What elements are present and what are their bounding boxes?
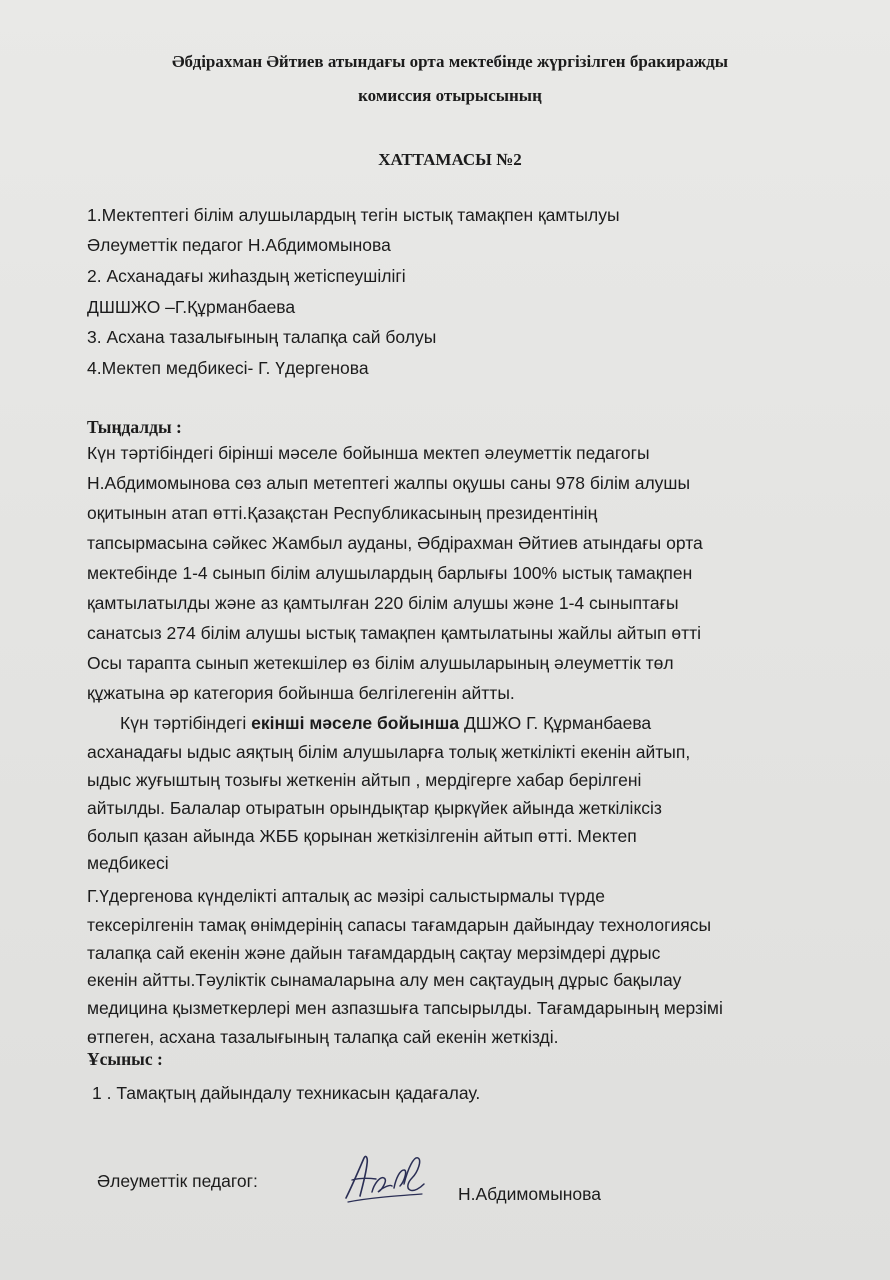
body-line: асханадағы ыдыс аяқтың білім алушыларға толық жеткілікті екенін айтып, bbox=[87, 742, 691, 762]
body-line: медбикесі bbox=[87, 853, 169, 873]
agenda-item-1-speaker: Әлеуметтік педагог Н.Абдимомынова bbox=[87, 235, 391, 255]
handwritten-signature bbox=[338, 1148, 428, 1208]
second-issue-prefix: Күн тәртібіндегі bbox=[120, 713, 252, 733]
signature-label: Әлеуметтік педагог: bbox=[97, 1171, 258, 1191]
body-line: тексерілгенін тамақ өнімдерінің сапасы тағамдарын дайындау технологиясы bbox=[87, 915, 712, 935]
body-line: санатсыз 274 білім алушы ыстық тамақпен қамтылатыны жайлы айтып өтті bbox=[87, 623, 702, 643]
agenda-item-1: 1.Мектептегі білім алушылардың тегін ыстық тамақпен қамтылуы bbox=[87, 205, 620, 225]
second-issue-line bbox=[120, 710, 651, 736]
body-line: болып қазан айында ЖББ қорынан жеткізілгенін айтып өтті. Мектеп bbox=[87, 826, 637, 846]
body-line: айтылды. Балалар отыратын орындықтар қыркүйек айында жеткіліксіз bbox=[87, 798, 662, 818]
body-line: өтпеген, асхана тазалығының талапқа сай екенін жеткізді. bbox=[87, 1027, 559, 1047]
body-line: талапқа сай екенін және дайын тағамдардың сақтау мерзімдері дұрыс bbox=[87, 943, 661, 963]
body-line: ыдыс жуғыштың тозығы жеткенін айтып , мердігерге хабар берілгені bbox=[87, 770, 642, 790]
signature-name: Н.Абдимомынова bbox=[458, 1184, 601, 1204]
agenda-item-2: 2. Асханадағы жиһаздың жетіспеушілігі bbox=[87, 266, 406, 286]
protocol-heading: ХАТТАМАСЫ №2 bbox=[378, 150, 522, 169]
body-line: Г.Үдергенова күнделікті апталық ас мәзірі салыстырмалы түрде bbox=[87, 886, 605, 906]
document-title-line2: комиссия отырысының bbox=[358, 86, 542, 105]
agenda-item-3: 3. Асхана тазалығының талапқа сай болуы bbox=[87, 327, 437, 347]
body-line: оқитынын атап өтті.Қазақстан Республикасының президентінің bbox=[87, 503, 598, 523]
body-line: медицина қызметкерлері мен азпазшыға тапсырылды. Тағамдарының мерзімі bbox=[87, 998, 723, 1018]
body-line: мектебінде 1-4 сынып білім алушылардың барлығы 100% ыстық тамақпен bbox=[87, 563, 693, 583]
agenda-item-4: 4.Мектеп медбикесі- Г. Үдергенова bbox=[87, 358, 369, 378]
proposal-item: 1 . Тамақтың дайындалу техникасын қадағалау. bbox=[92, 1083, 481, 1103]
body-line: қамтылатылды және аз қамтылған 220 білім алушы және 1-4 сыныптағы bbox=[87, 593, 679, 613]
second-issue-bold: екінші мәселе бойынша bbox=[251, 713, 460, 733]
document-title-line1: Әбдірахман Әйтиев атындағы орта мектебінде жүргізілген бракиражды bbox=[171, 52, 729, 71]
body-line: Осы тарапта сынып жетекшілер өз білім алушыларының әлеуметтік төл bbox=[87, 653, 674, 673]
body-line: екенін айтты.Тәуліктік сынамаларына алу мен сақтаудың дұрыс бақылау bbox=[87, 970, 682, 990]
listened-label: Тыңдалды : bbox=[87, 417, 182, 437]
body-line: құжатына әр категория бойынша белгілегенін айтты. bbox=[87, 683, 515, 703]
second-issue-suffix: ДШЖО Г. Құрманбаева bbox=[459, 713, 652, 733]
body-line: Күн тәртібіндегі бірінші мәселе бойынша мектеп әлеуметтік педагогы bbox=[87, 443, 650, 463]
agenda-item-2-speaker: ДШШЖО –Г.Құрманбаева bbox=[87, 297, 296, 317]
body-line: тапсырмасына сәйкес Жамбыл ауданы, Әбдірахман Әйтиев атындағы орта bbox=[87, 533, 703, 553]
body-line: Н.Абдимомынова сөз алып метептегі жалпы оқушы саны 978 білім алушы bbox=[87, 473, 691, 493]
proposal-label: Ұсыныс : bbox=[87, 1049, 163, 1069]
